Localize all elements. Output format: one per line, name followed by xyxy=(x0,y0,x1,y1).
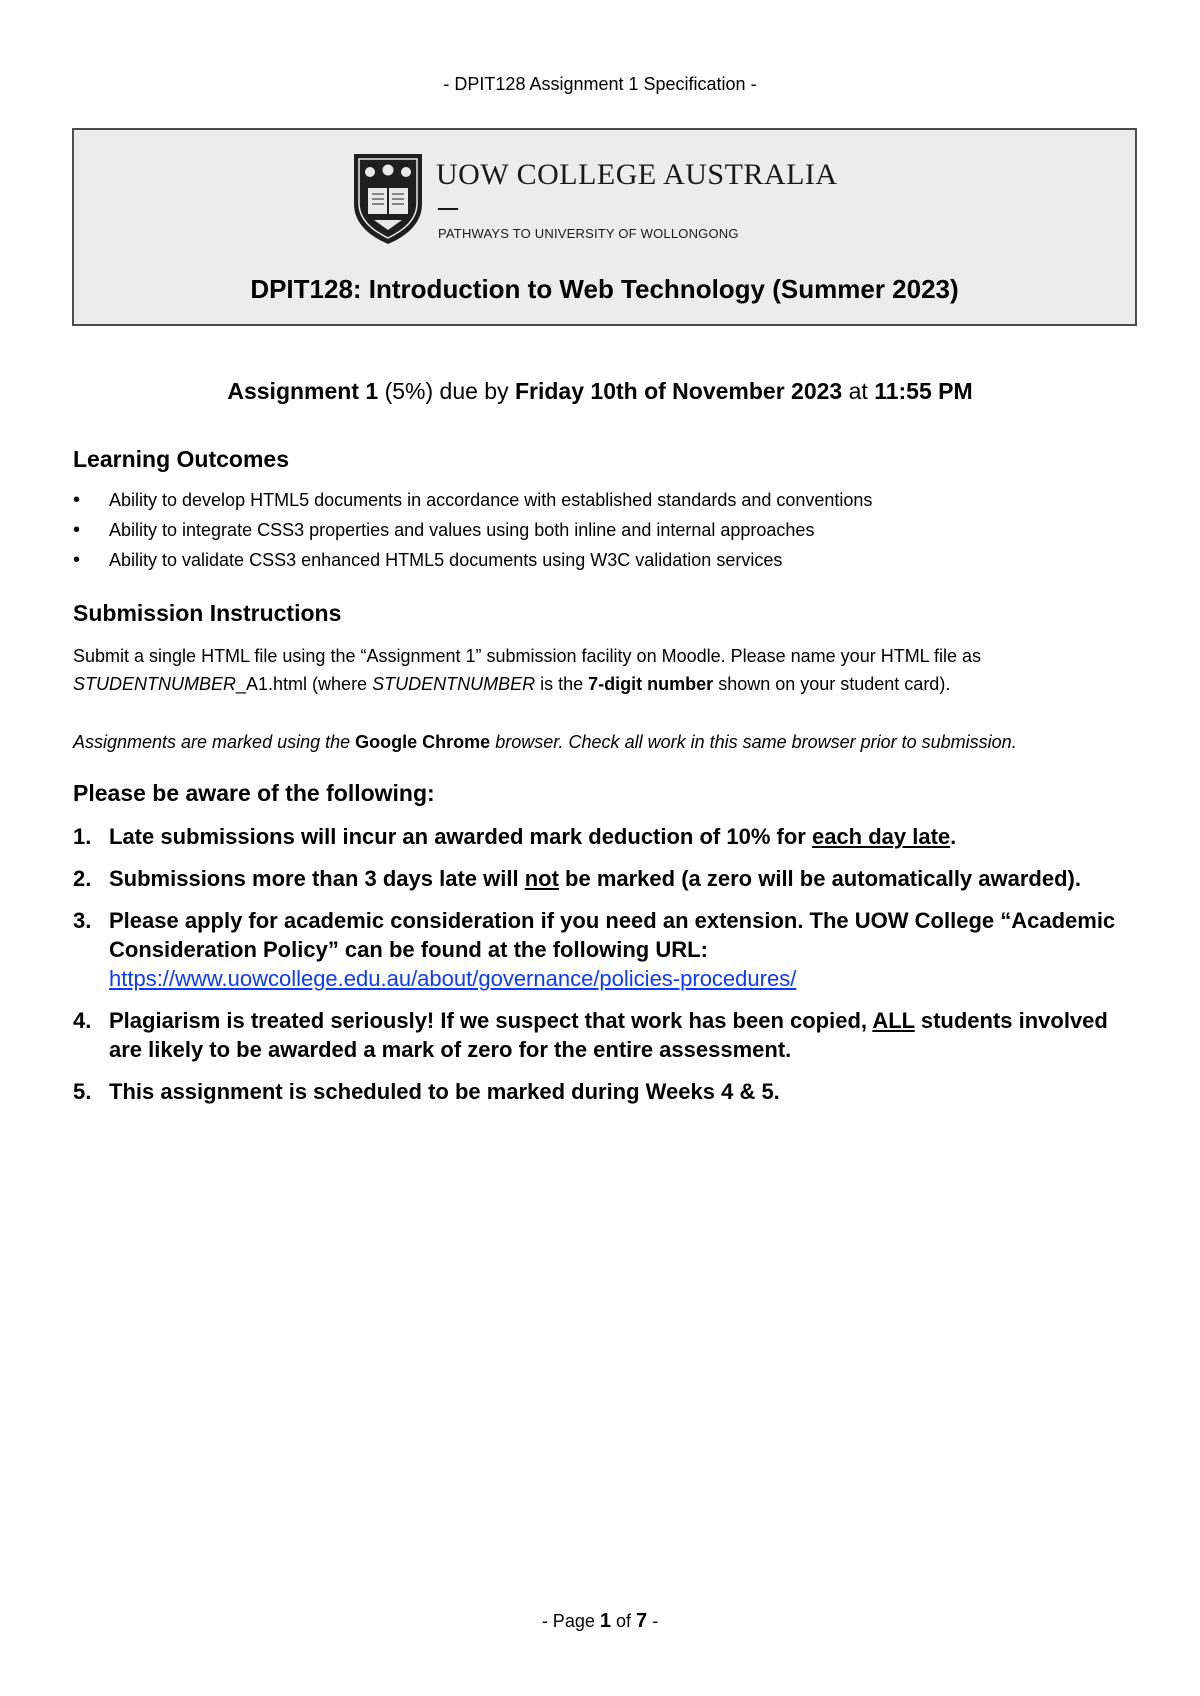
item-text: This assignment is scheduled to be marked during Weeks 4 & 5. xyxy=(109,1079,780,1104)
logo-name: UOW COLLEGE AUSTRALIA xyxy=(436,158,838,191)
page-footer xyxy=(0,1610,1200,1633)
browser-note xyxy=(73,732,1133,753)
assignment-name: Assignment 1 xyxy=(227,378,379,404)
item-text: Plagiarism is treated seriously! If we suspect that work has been copied, xyxy=(109,1008,868,1033)
title-box xyxy=(72,128,1137,326)
list-item: • Ability to develop HTML5 documents in accordance with established standards and conventions xyxy=(73,488,1133,518)
due-at-text: at xyxy=(848,378,868,404)
footer-of: of xyxy=(616,1611,632,1631)
list-item xyxy=(73,1006,1133,1064)
aware-heading: Please be aware of the following: xyxy=(73,780,435,806)
list-item: • Ability to validate CSS3 enhanced HTML5 documents using W3C validation services xyxy=(73,548,1133,578)
item-text-end: students involved are likely to be awarded a mark of zero for the entire assessment. xyxy=(109,1008,1108,1062)
list-item xyxy=(73,1077,1133,1106)
item-number: 2. xyxy=(73,866,92,891)
assignment-weight: (5%) xyxy=(384,378,434,404)
college-crest-icon xyxy=(350,150,426,246)
item-emphasis: each day late xyxy=(811,824,951,849)
item-number: 5. xyxy=(73,1079,92,1104)
filename-placeholder-repeat: STUDENTNUMBER xyxy=(372,674,536,694)
due-date: Friday 10th of November 2023 xyxy=(514,378,843,404)
item-text: Late submissions will incur an awarded mark deduction of 10% for xyxy=(109,824,806,849)
learning-outcomes-heading: Learning Outcomes xyxy=(73,446,289,472)
browser-note-end: browser. Check all work in this same browser prior to submission. xyxy=(495,732,1017,752)
list-item xyxy=(73,906,1133,993)
running-header: - DPIT128 Assignment 1 Specification - xyxy=(443,74,757,94)
footer-suffix: - xyxy=(652,1611,659,1631)
is-the-text: is the xyxy=(540,674,584,694)
digit-rule: 7-digit number xyxy=(588,674,714,694)
list-item xyxy=(73,864,1133,893)
due-by-text: due by xyxy=(439,378,509,404)
submission-paragraph xyxy=(73,642,1133,698)
item-emphasis: ALL xyxy=(872,1008,915,1033)
total-pages: 7 xyxy=(636,1610,648,1632)
item-number: 3. xyxy=(73,908,92,933)
submission-text: Submit a single HTML file using the “Assignment 1” submission facility on Moodle. Please name your HTML file as xyxy=(73,646,982,666)
course-title: DPIT128: Introduction to Web Technology (Summer 2023) xyxy=(250,274,959,304)
learning-outcomes-list xyxy=(73,488,1133,578)
logo-divider xyxy=(438,208,458,210)
browser-name: Google Chrome xyxy=(355,732,491,752)
browser-note-start: Assignments are marked using the xyxy=(73,732,351,752)
due-time: 11:55 PM xyxy=(874,378,973,404)
item-text-end: . xyxy=(950,824,957,849)
footer-prefix: - Page xyxy=(541,1611,595,1631)
college-logo xyxy=(350,150,870,246)
item-text: Please apply for academic consideration if you need an extension. The UOW College “Academic Consideration Policy” can be found at the following URL: xyxy=(109,908,1116,962)
list-item: • Ability to integrate CSS3 properties and values using both inline and internal approaches xyxy=(73,518,1133,548)
submission-end-text: shown on your student card). xyxy=(718,674,951,694)
current-page: 1 xyxy=(599,1610,611,1632)
filename-placeholder: STUDENTNUMBER xyxy=(73,674,237,694)
due-line xyxy=(0,378,1200,405)
policy-link[interactable]: https://www.uowcollege.edu.au/about/governance/policies-procedures/ xyxy=(109,966,797,991)
item-text-end: be marked (a zero will be automatically awarded). xyxy=(565,866,1081,891)
list-item xyxy=(73,822,1133,851)
item-number: 1. xyxy=(73,824,92,849)
item-emphasis: not xyxy=(524,866,559,891)
aware-list xyxy=(73,822,1133,1119)
item-number: 4. xyxy=(73,1008,92,1033)
item-text: Submissions more than 3 days late will xyxy=(109,866,519,891)
logo-tagline: PATHWAYS TO UNIVERSITY OF WOLLONGONG xyxy=(438,226,739,241)
filename-suffix: _A1.html (where xyxy=(236,674,368,694)
submission-heading: Submission Instructions xyxy=(73,600,342,626)
